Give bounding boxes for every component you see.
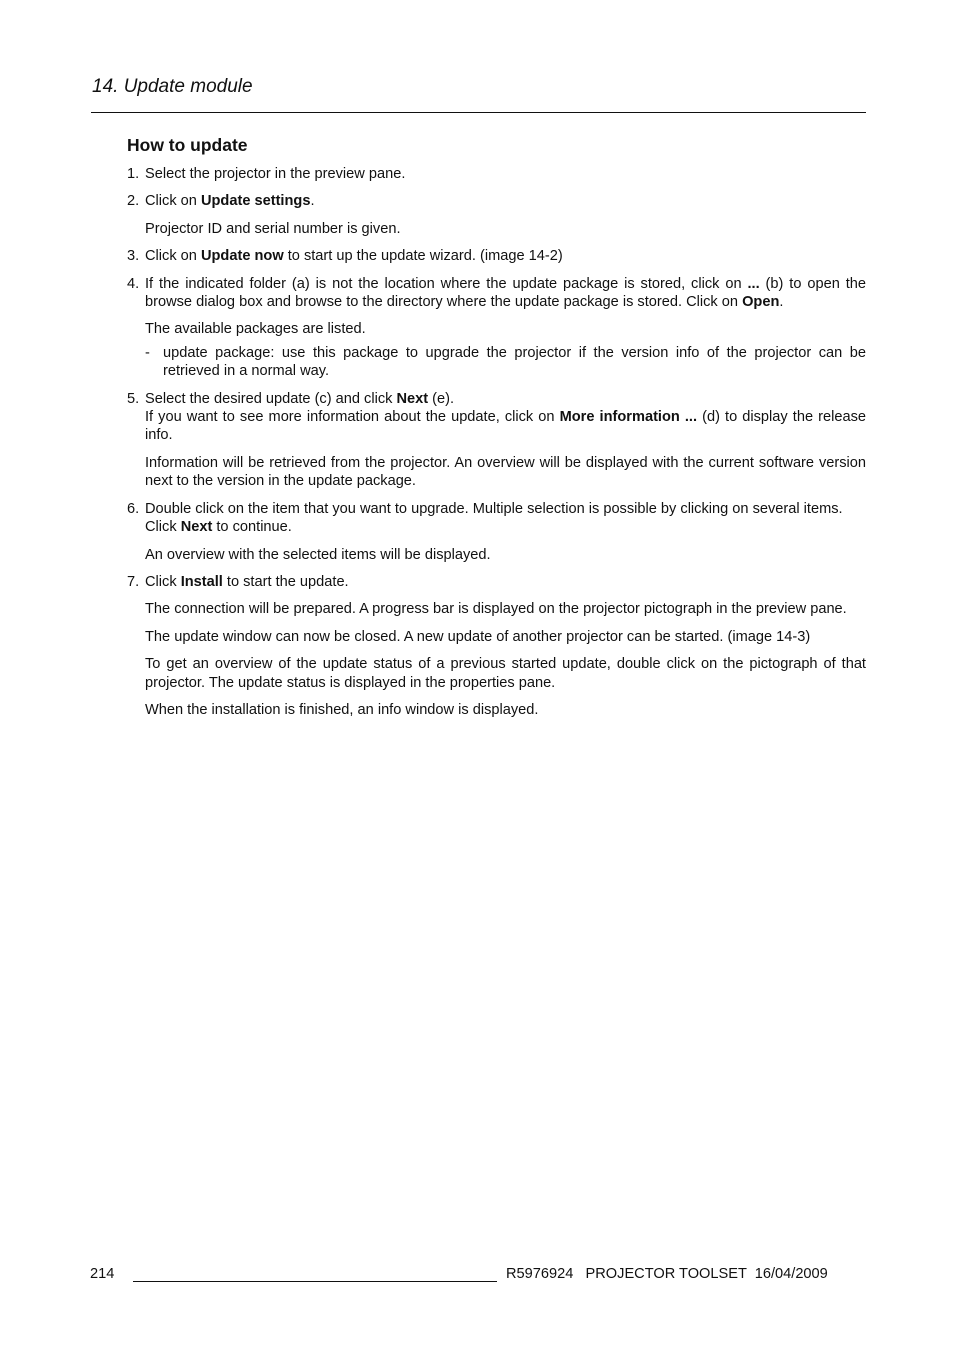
step-3 xyxy=(127,247,866,265)
step-4 xyxy=(127,275,866,312)
step-6-note: An overview with the selected items will be displayed. xyxy=(145,546,491,563)
bullet-text: update package: use this package to upgrade the projector if the version info of the projector can be retrieved in a normal way. xyxy=(163,344,866,380)
chapter-header: 14. Update module xyxy=(92,76,253,97)
footer-rule xyxy=(133,1281,497,1282)
step-7-note-4: When the installation is finished, an info window is displayed. xyxy=(145,701,539,718)
step-number: 6. xyxy=(127,500,140,517)
section-title: How to update xyxy=(127,135,248,155)
step-number: 2. xyxy=(127,193,140,210)
page-number: 214 xyxy=(90,1266,115,1282)
step-5-note: Information will be retrieved from the projector. An overview will be displayed with the current software version next to the version in the update package. xyxy=(145,454,866,490)
bullet-dash: - xyxy=(145,344,150,361)
step-5 xyxy=(127,390,866,445)
ui-term: Update now xyxy=(200,248,284,265)
step-7-note-2: The update window can now be closed. A new update of another projector can be started. (image 14-3) xyxy=(145,628,811,645)
header-rule xyxy=(91,112,866,113)
step-7 xyxy=(127,573,866,591)
step-text: Select the projector in the preview pane. xyxy=(145,166,406,182)
step-text: Click on Update now to start up the update wizard. (image 14-2) xyxy=(145,248,563,265)
step-1 xyxy=(127,165,866,183)
step-text: If the indicated folder (a) is not the location where the update package is stored, click on ... (b) to open the browse dialog box and browse to the directory where the update package is stored. Click on Open. xyxy=(145,275,866,311)
step-text: Click on Update settings. xyxy=(145,193,315,210)
step-number: 1. xyxy=(127,166,140,182)
ui-term: ... xyxy=(747,275,760,292)
ui-term: More information ... xyxy=(559,409,698,426)
page-footer xyxy=(0,1266,954,1288)
step-number: 7. xyxy=(127,573,140,590)
steps-content xyxy=(127,165,866,728)
ui-term: Next xyxy=(180,519,213,536)
step-6 xyxy=(127,500,866,537)
step-text: Click Install to start the update. xyxy=(145,573,349,590)
step-7-note-3: To get an overview of the update status of a previous started update, double click on the pictograph of that projector. The update status is displayed in the properties pane. xyxy=(145,656,866,691)
footer-doc-info: R5976924 PROJECTOR TOOLSET 16/04/2009 xyxy=(506,1266,828,1282)
step-text: Select the desired update (c) and click Next (e). If you want to see more information about the update, click on More information ... (d) to display the release info. xyxy=(145,390,867,444)
step-text: Double click on the item that you want to upgrade. Multiple selection is possible by clicking on several items. Click Next to continue. xyxy=(145,500,843,536)
ui-term: Next xyxy=(396,390,429,407)
step-number: 4. xyxy=(127,275,140,292)
ui-term: Install xyxy=(180,573,223,590)
step-2 xyxy=(127,192,866,210)
step-2-note: Projector ID and serial number is given. xyxy=(145,220,401,237)
step-number: 3. xyxy=(127,248,140,265)
ui-term: Open xyxy=(742,294,780,311)
step-number: 5. xyxy=(127,390,140,407)
list-item xyxy=(145,344,866,381)
ui-term: Update settings xyxy=(200,193,311,210)
step-7-note-1: The connection will be prepared. A progress bar is displayed on the projector pictograph in the preview pane. xyxy=(145,601,847,618)
step-4-note: The available packages are listed. xyxy=(145,321,366,338)
